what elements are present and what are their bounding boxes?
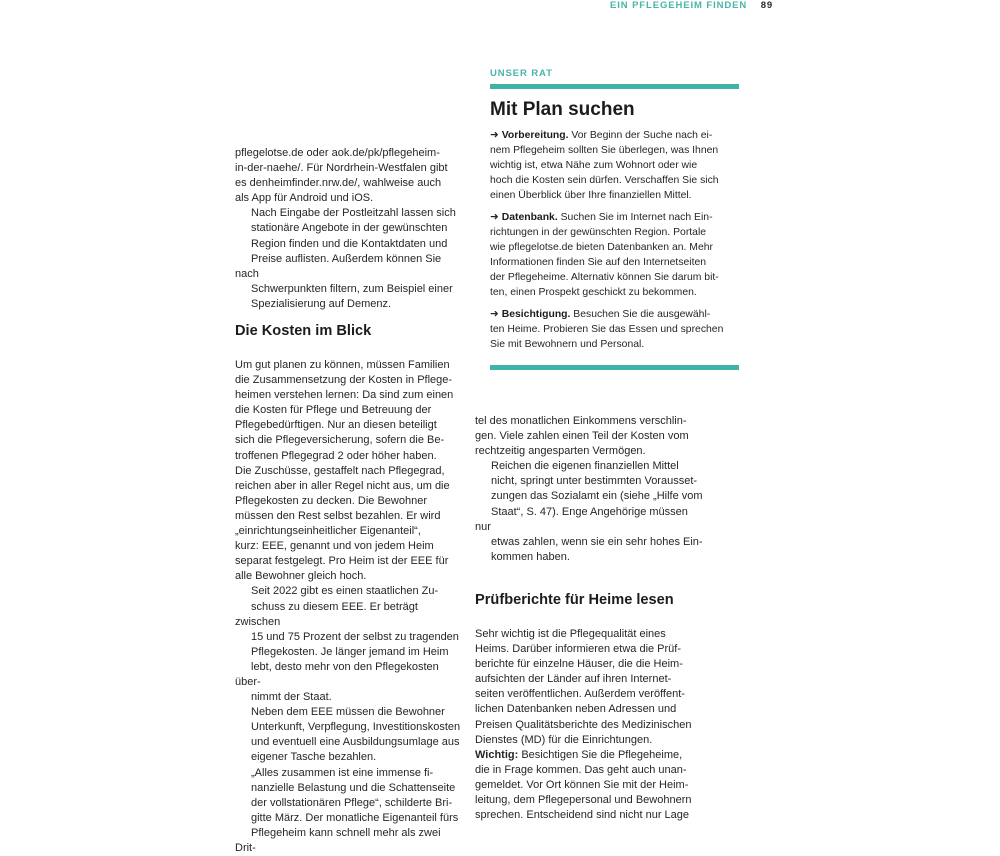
advice-term: Besichtigung.: [501, 309, 571, 320]
text-line: wie pflegelotse.de bieten Datenbanken an. Mehr: [490, 242, 713, 253]
paragraph-important: [475, 748, 703, 823]
text-line: richtungen in der gewünschten Region. Portale: [490, 227, 707, 238]
text-line: Reichen die eigenen finanziellen Mittel: [491, 460, 679, 473]
text-line: reichen aber in aller Regel nicht aus, um die: [235, 479, 450, 492]
text-line: lebt, desto mehr von den Pflegekosten über-: [235, 660, 439, 688]
paragraph-costs-4: [235, 766, 461, 856]
advice-term: Vorbereitung.: [501, 130, 569, 141]
text-line: separat festgelegt. Pro Heim ist der EEE für: [235, 555, 449, 568]
text-line: berichte für einzelne Häuser, die die Heim-: [475, 658, 683, 671]
text-line: und eventuell eine Ausbildungsumlage aus: [251, 736, 460, 749]
text-line: nicht, springt unter bestimmten Vorausset-: [491, 475, 698, 488]
text-line: eigener Tasche bezahlen.: [251, 751, 377, 764]
text-line: „einrichtungseinheitlicher Eigenanteil“,: [235, 525, 421, 538]
text-line: „Alles zusammen ist eine immense fi-: [251, 766, 434, 779]
text-line: leitung, dem Pflegepersonal und Bewohnern: [475, 793, 692, 806]
arrow-icon: ➜: [490, 212, 499, 223]
paragraph-quality: [475, 627, 703, 748]
text-line: die in Frage kommen. Das geht auch unan-: [475, 763, 687, 776]
text-line: Sie mit Bewohnern und Personal.: [490, 339, 645, 350]
text-line: pflegelotse.de oder aok.de/pk/pflegeheim-: [235, 147, 440, 159]
section-heading-reports: Prüfberichte für Heime lesen: [475, 591, 674, 608]
text-line: Dienstes (MD) für die Einrichtungen.: [475, 733, 653, 746]
text-line: wichtig ist, etwa Nähe zum Wohnort oder wie: [490, 160, 698, 171]
paragraph-social-office: [475, 459, 703, 565]
advice-box: [490, 68, 739, 359]
text-line: die Kosten für Pflege und Betreuung der: [235, 404, 432, 417]
text-line: aufsichten der Länder auf ihren Internet-: [475, 673, 672, 686]
right-column: [475, 414, 703, 823]
paragraph-costs-1: [235, 358, 461, 584]
text-line: Unterkunft, Verpflegung, Investitionskosten: [251, 721, 461, 734]
text-line: einen Überblick über Ihre finanziellen Mittel.: [490, 190, 692, 201]
text-line: 15 und 75 Prozent der selbst zu tragenden: [251, 630, 459, 643]
advice-item-database: [490, 210, 739, 300]
box-title: Mit Plan suchen: [490, 99, 635, 120]
text-line: Spezialisierung auf Demenz.: [251, 297, 392, 310]
text-line: gemeldet. Vor Ort können Sie mit der Heim-: [475, 778, 689, 791]
text-line: Staat“, S. 47). Enge Angehörige müssen nur: [475, 505, 688, 533]
page-number: 89: [760, 0, 774, 11]
text-line: tel des monatlichen Einkommens verschlin-: [475, 415, 687, 427]
text-line: Pflegekosten zu decken. Die Bewohner: [235, 494, 428, 507]
left-column-costs: [235, 322, 461, 856]
text-line: Pflegeheim kann schnell mehr als zwei Drit-: [235, 826, 441, 854]
text-line: der Pflegeheime. Alternativ können Sie darum bit-: [490, 272, 719, 283]
text-line: kurz: EEE, genannt und von jedem Heim: [235, 540, 434, 553]
text-line: lichen Datenbanken neben Adressen und: [475, 703, 677, 716]
text-line: nem Pflegeheim sollten Sie überlegen, was Ihnen: [490, 145, 719, 156]
text-line: Heims. Darüber informieren etwa die Prüf-: [475, 643, 682, 656]
text-line: der vollstationären Pflege“, schilderte Bri-: [251, 796, 453, 809]
text-line: heimen verstehen lernen: Da sind zum einen: [235, 389, 454, 402]
text-line: Vor Beginn der Suche nach ei-: [568, 130, 713, 141]
text-line: gen. Viele zahlen einen Teil der Kosten vom: [475, 430, 689, 443]
text-line: Schwerpunkten filtern, zum Beispiel einer: [251, 282, 453, 295]
paragraph-portals: [235, 146, 461, 206]
text-line: Sehr wichtig ist die Pflegequalität eines: [475, 627, 666, 640]
text-line: seiten veröffentlichen. Außerdem veröffent-: [475, 688, 685, 701]
text-line: es denheimfinder.nrw.de/, wahlweise auch: [235, 177, 442, 190]
box-kicker: UNSER RAT: [490, 68, 553, 79]
text-line: Die Zuschüsse, gestaffelt nach Pflegegrad,: [235, 464, 445, 477]
text-line: Preisen Qualitätsberichte des Medizinischen: [475, 718, 692, 731]
paragraph-continuation: [475, 414, 703, 459]
text-line: troffenen Pflegegrad 2 oder höher haben.: [235, 449, 437, 462]
text-line: sprechen. Entscheidend sind nicht nur Lage: [475, 809, 690, 822]
text-line: nimmt der Staat.: [251, 691, 332, 704]
text-line: Neben dem EEE müssen die Bewohner: [251, 706, 445, 719]
section-heading-costs: Die Kosten im Blick: [235, 323, 372, 339]
text-line: Um gut planen zu können, müssen Familien: [235, 359, 450, 371]
text-line: zungen das Sozialamt ein (siehe „Hilfe vom: [491, 490, 703, 503]
text-line: Seit 2022 gibt es einen staatlichen Zu-: [251, 585, 439, 598]
text-line: als App für Android und iOS.: [235, 192, 374, 205]
important-term: Wichtig:: [475, 748, 519, 761]
box-top-rule: [490, 84, 739, 89]
text-line: in-der-naehe/. Für Nordrhein-Westfalen gibt: [235, 162, 448, 175]
text-line: Region finden und die Kontaktdaten und: [251, 237, 448, 250]
text-line: ten, einen Prospekt geschickt zu bekommen.: [490, 287, 697, 298]
text-line: Pflegebedürftigen. Nur an diesen beteiligt: [235, 419, 437, 432]
text-line: gitte März. Der monatliche Eigenanteil fürs: [251, 811, 459, 824]
text-line: müssen den Rest selbst bezahlen. Er wird: [235, 509, 441, 522]
advice-item-visit: [490, 307, 739, 352]
text-line: Informationen finden Sie auf den Internetseiten: [490, 257, 707, 268]
paragraph-postcode: [235, 206, 461, 312]
text-line: alle Bewohner gleich hoch.: [235, 570, 367, 583]
text-line: stationäre Angebote in der gewünschten: [251, 222, 448, 235]
running-header: [610, 0, 773, 12]
paragraph-costs-2: [235, 584, 461, 705]
advice-term: Datenbank.: [501, 212, 558, 223]
text-line: Besuchen Sie die ausgewähl-: [570, 309, 711, 320]
text-line: ten Heime. Probieren Sie das Essen und sprechen: [490, 324, 724, 335]
arrow-icon: ➜: [490, 130, 499, 141]
arrow-icon: ➜: [490, 309, 499, 320]
text-line: Besichtigen Sie die Pflegeheime,: [518, 748, 683, 761]
text-line: hoch die Kosten sein dürfen. Verschaffen Sie sich: [490, 175, 719, 186]
section-title: EIN PFLEGEHEIM FINDEN: [610, 0, 748, 11]
advice-item-preparation: [490, 128, 739, 203]
text-line: kommen haben.: [491, 550, 570, 563]
text-line: etwas zahlen, wenn sie ein sehr hohes Ein-: [491, 535, 703, 548]
text-line: Pflegekosten. Je länger jemand im Heim: [251, 645, 449, 658]
text-line: die Zusammensetzung der Kosten in Pflege-: [235, 374, 453, 387]
left-column-top: [235, 146, 461, 312]
text-line: sich die Pflegeversicherung, sofern die Be-: [235, 434, 445, 447]
text-line: Suchen Sie im Internet nach Ein-: [557, 212, 713, 223]
text-line: nanzielle Belastung und die Schattenseite: [251, 781, 456, 794]
paragraph-costs-3: [235, 705, 461, 765]
text-line: schuss zu diesem EEE. Er beträgt zwischen: [235, 600, 418, 628]
box-bottom-rule: [490, 365, 739, 370]
text-line: rechtzeitig angesparten Vermögen.: [475, 445, 646, 458]
text-line: Preise auflisten. Außerdem können Sie nach: [235, 252, 442, 280]
text-line: Nach Eingabe der Postleitzahl lassen sich: [251, 207, 456, 220]
